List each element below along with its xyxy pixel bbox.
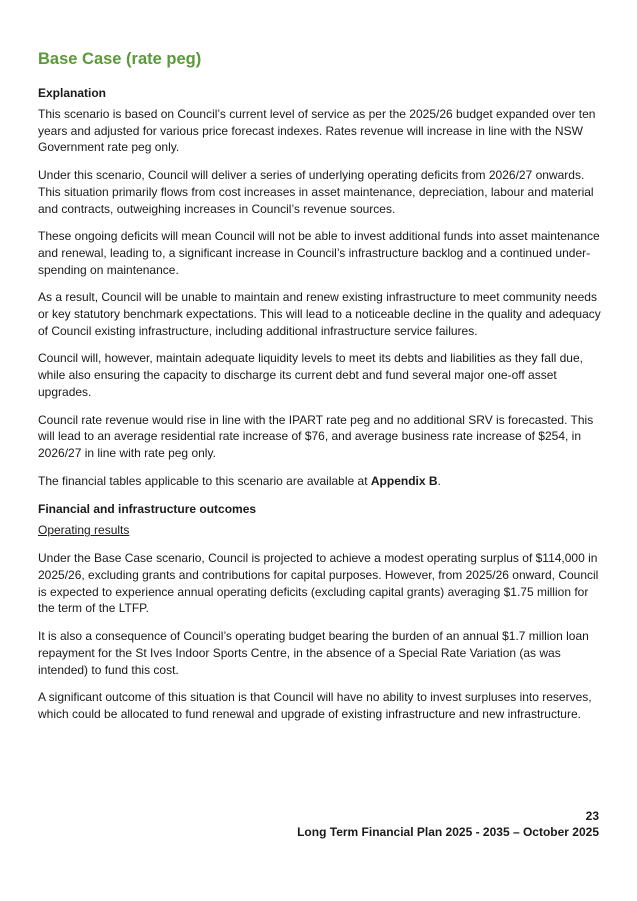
outcomes-paragraph-1: Under the Base Case scenario, Council is projected to achieve a modest operating surplus of $114,000 in 2025/26, excluding grants and contributions for capital purposes. However, from 2025/26 onward, Council is expected to experience annual operating deficits (excluding capital grants) averaging $1.75 million for the term of the LTFP.: [38, 551, 599, 616]
document-title: Long Term Financial Plan 2025 - 2035 – October 2025: [297, 825, 599, 839]
explanation-paragraph-4: As a result, Council will be unable to maintain and renew existing infrastructure to meet community needs or key statutory benchmark expectations. This will lead to a noticeable decline in the quality and adequacy of Council existing infrastructure, including additional infrastructure service failures.: [38, 290, 601, 338]
explanation-paragraph-6: Council rate revenue would rise in line with the IPART rate peg and no additional SRV is forecasted. This will lead to an average residential rate increase of $76, and average business rate increase of $254, in 2026/27 in line with rate peg only.: [38, 412, 594, 460]
appendix-link: Appendix B: [370, 473, 438, 488]
outcomes-paragraph-2: It is also a consequence of Council’s operating budget bearing the burden of an annual $1.7 million loan repayment for the St Ives Indoor Sports Centre, in the absence of a Special Rate Variation (as was intended) to fund this cost.: [38, 629, 589, 677]
page-number: 23: [585, 809, 599, 823]
operating-results-subheading: Operating results: [38, 523, 130, 538]
appendix-reference: [38, 473, 604, 490]
document-page: [38, 48, 604, 734]
explanation-heading: Explanation: [38, 86, 107, 100]
explanation-paragraph-5: Council will, however, maintain adequate liquidity levels to meet its debts and liabilities as they fall due, while also ensuring the capacity to discharge its current debt and fund several major one-off asset upgrades.: [38, 351, 583, 399]
explanation-paragraph-3: These ongoing deficits will mean Council will not be able to invest additional funds into asset maintenance and renewal, leading to, a significant increase in Council’s infrastructure backlog and a continued under-spending on maintenance.: [38, 229, 600, 277]
outcomes-heading: Financial and infrastructure outcomes: [38, 502, 257, 517]
appendix-end: .: [437, 473, 441, 488]
outcomes-paragraph-3: A significant outcome of this situation is that Council will have no ability to invest surpluses into reserves, which could be allocated to fund renewal and upgrade of existing infrastructure and new infrastructure.: [38, 690, 592, 721]
explanation-paragraph-2: Under this scenario, Council will deliver a series of underlying operating deficits from 2026/27 onwards. This situation primarily flows from cost increases in asset maintenance, depreciation, labour and material and contracts, outweighing increases in Council’s revenue sources.: [38, 168, 594, 216]
section-title: Base Case (rate peg): [38, 50, 202, 68]
appendix-text: The financial tables applicable to this scenario are available at: [38, 473, 371, 488]
explanation-paragraph-1: This scenario is based on Council’s current level of service as per the 2025/26 budget expanded over ten years and adjusted for various price forecast indexes. Rates revenue will increase in line with the NSW Government rate peg only.: [38, 107, 596, 155]
page-footer: [297, 808, 599, 840]
